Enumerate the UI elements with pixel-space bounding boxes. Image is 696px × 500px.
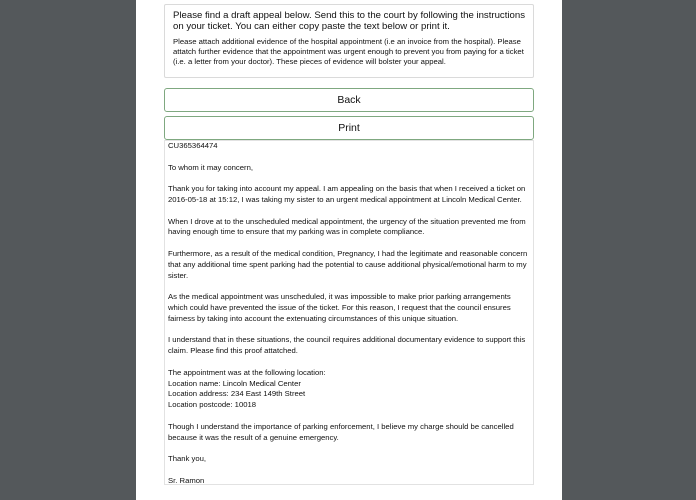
print-button[interactable]: Print — [164, 116, 534, 140]
letter-paragraph: Thank you for taking into account my appeal. I am appealing on the basis that when I received a ticket on 2016-05-18 at 15:12, I was taking my sister to an urgent medical appointment at Lincoln Medical Center. — [168, 184, 526, 204]
appeal-letter-textarea[interactable] — [164, 140, 534, 485]
letter-paragraph: Furthermore, as a result of the medical condition, Pregnancy, I had the legitimate and reasonable concern that any additional time spent parking had the potential to cause additional physical/emotional harm to my sister. — [168, 248, 528, 280]
letter-signature: Sr. Ramon — [168, 475, 205, 485]
back-button[interactable]: Back — [164, 88, 534, 112]
letter-closing-paragraph: Though I understand the importance of parking enforcement, I believe my charge should be cancelled because it was the result of a genuine emergency. — [168, 421, 514, 442]
letter-signoff: Thank you, — [168, 454, 207, 464]
letter-paragraph: As the medical appointment was unscheduled, it was impossible to make prior parking arrangements which could have prevented the issue of the ticket. For this reason, I request that the council ensures fairness by taking into account the extenuating circumstances of this unique situation. — [168, 292, 511, 323]
location-address: Location address: 234 East 149th Street — [168, 389, 306, 399]
letter-salutation: To whom it may concern, — [168, 162, 254, 172]
instructions-main-text: Please find a draft appeal below. Send this to the court by following the instructions on your ticket. You can either copy paste the text below or print it. — [173, 10, 525, 32]
letter-paragraph: When I drove at to the unscheduled medical appointment, the urgency of the situation prevented me from having enough time to ensure that my parking was in complete compliance. — [168, 216, 526, 237]
instructions-box — [164, 4, 534, 78]
location-heading: The appointment was at the following location: — [168, 367, 326, 377]
ticket-reference: CU365364474 — [168, 141, 218, 150]
location-block — [168, 368, 530, 411]
location-postcode: Location postcode: 10018 — [168, 400, 257, 410]
instructions-evidence-text: Please attach additional evidence of the hospital appointment (i.e an invoice from the hospital). Please attatch further evidence that the appointment was urgent enough to prevent you from paying for a ticket (i.e. a letter from your doctor). These pieces of evidence will bolster your appeal. — [173, 37, 524, 66]
letter-paragraph: I understand that in these situations, the council requires additional documentary evidence to support this claim. Please find this proof attatched. — [168, 335, 526, 356]
location-name: Location name: Lincoln Medical Center — [168, 378, 301, 388]
